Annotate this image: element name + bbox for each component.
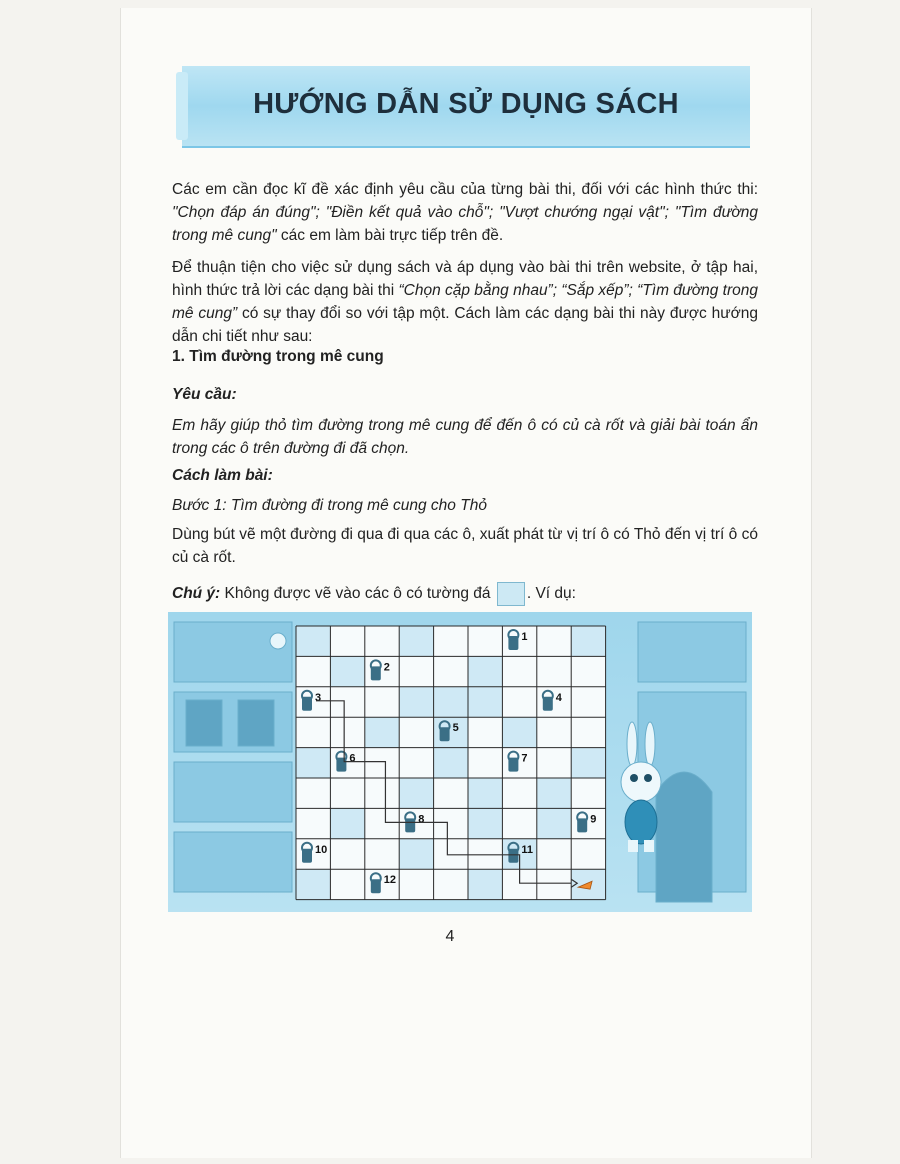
step1-text: Dùng bút vẽ một đường đi qua đi qua các ô, xuất phát từ vị trí ô có Thỏ đến vị trí ô có củ cà rốt. bbox=[172, 526, 758, 566]
requirement-label: Yêu cầu: bbox=[172, 386, 237, 403]
wall-cell bbox=[296, 869, 330, 899]
cell-number: 2 bbox=[383, 661, 390, 674]
cell-number: 9 bbox=[590, 813, 597, 826]
step1-label: Bước 1: Tìm đường đi trong mê cung cho Thỏ bbox=[172, 497, 487, 514]
cell-number: 3 bbox=[315, 691, 322, 704]
intro-p2-b: “Chọn cặp bằng nhau”; “Sắp xếp”; “Tìm đường trong mê cung” bbox=[172, 282, 758, 322]
cell-number: 10 bbox=[315, 843, 328, 856]
wall-cell bbox=[330, 656, 364, 686]
cell-number: 4 bbox=[555, 691, 562, 704]
wall-cell bbox=[434, 717, 468, 747]
page-number: 4 bbox=[445, 928, 455, 945]
wall-cell bbox=[468, 656, 502, 686]
intro-paragraph-2 bbox=[172, 256, 758, 348]
wall-cell bbox=[399, 687, 433, 717]
cell-number: 5 bbox=[452, 722, 459, 735]
intro-p1-b: "Chọn đáp án đúng"; "Điền kết quả vào chỗ"; "Vượt chướng ngại vật"; "Tìm đường trong mê cung" bbox=[172, 204, 758, 244]
wall-cell bbox=[571, 748, 605, 778]
cell-number: 8 bbox=[418, 813, 425, 826]
wall-cell bbox=[434, 687, 468, 717]
maze-illustration bbox=[168, 612, 752, 912]
intro-p1-a: Các em cần đọc kĩ đề xác định yêu cầu của từng bài thi, đối với các hình thức thi: bbox=[172, 181, 758, 198]
intro-p1-c: các em làm bài trực tiếp trên đề. bbox=[276, 227, 504, 244]
requirement-text: Em hãy giúp thỏ tìm đường trong mê cung để đến ô có củ cà rốt và giải bài toán ẩn trong các ô trên đường đi đã chọn. bbox=[172, 417, 758, 457]
cell-number: 11 bbox=[521, 843, 534, 856]
section-heading: 1. Tìm đường trong mê cung bbox=[172, 348, 384, 365]
wall-cell bbox=[468, 687, 502, 717]
wall-cell bbox=[468, 778, 502, 808]
cell-number: 12 bbox=[383, 874, 397, 887]
wall-cell bbox=[502, 717, 536, 747]
wall-cell bbox=[365, 717, 399, 747]
wall-cell bbox=[537, 778, 571, 808]
wall-cell bbox=[399, 778, 433, 808]
cell-number: 7 bbox=[521, 752, 528, 765]
page-title: HƯỚNG DẪN SỬ DỤNG SÁCH bbox=[253, 88, 679, 120]
intro-p2-c: có sự thay đổi so với tập một. Cách làm các dạng bài thi này được hướng dẫn chi tiết như sau: bbox=[172, 305, 758, 345]
castle-right-decoration bbox=[638, 622, 746, 902]
wall-cell bbox=[468, 808, 502, 838]
note-end: . Ví dụ: bbox=[526, 585, 576, 603]
note-label: Chú ý: bbox=[172, 585, 221, 603]
wall-cell bbox=[399, 626, 433, 656]
cell-number: 1 bbox=[521, 631, 528, 643]
wall-cell bbox=[296, 748, 330, 778]
wall-cell bbox=[571, 626, 605, 656]
stone-wall-swatch bbox=[497, 582, 525, 606]
note-text: Không được vẽ vào các ô có tường đá bbox=[220, 585, 495, 603]
how-label: Cách làm bài: bbox=[172, 467, 273, 484]
rabbit-start-icon bbox=[270, 633, 286, 649]
maze-svg bbox=[168, 612, 752, 912]
wall-cell bbox=[399, 839, 433, 869]
intro-paragraph-1 bbox=[172, 178, 758, 247]
wall-cell bbox=[296, 626, 330, 656]
intro-p2-a: Để thuận tiện cho việc sử dụng sách và áp dụng vào bài thi trên website, ở tập hai, hình thức trả lời các dạng bài thi bbox=[172, 259, 758, 299]
wall-cell bbox=[537, 808, 571, 838]
note-line bbox=[172, 582, 758, 606]
cell-number: 6 bbox=[349, 752, 356, 765]
wall-cell bbox=[330, 808, 364, 838]
title-banner bbox=[182, 66, 750, 148]
wall-cell bbox=[434, 748, 468, 778]
maze-grid bbox=[270, 626, 606, 900]
wall-cell bbox=[468, 869, 502, 899]
